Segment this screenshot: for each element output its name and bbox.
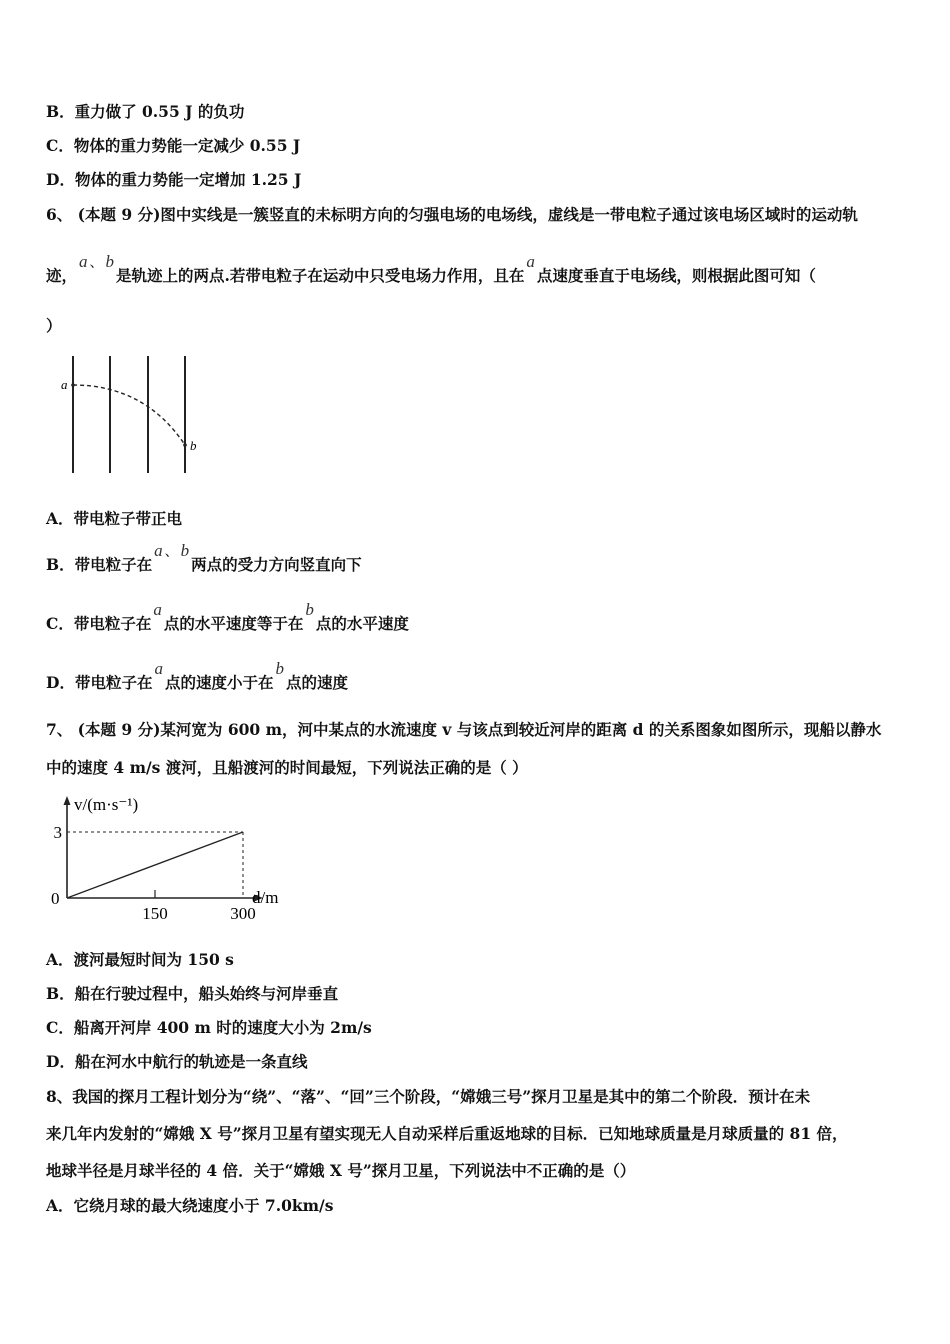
x-tick-label: 150: [142, 904, 168, 923]
q6-text: 点的速度小于在: [164, 673, 274, 692]
q7-option-b: B．船在行驶过程中，船头始终与河岸垂直: [46, 984, 339, 1003]
symbol-a: a: [79, 252, 88, 271]
symbol-b: b: [105, 252, 115, 271]
q8-option-a: A．它绕月球的最大绕速度小于 7.0km/s: [46, 1196, 334, 1215]
symbol-b: b: [305, 600, 314, 619]
symbol-a: a: [154, 541, 163, 560]
velocity-distance-chart: [45, 790, 295, 928]
q6-text: 点的水平速度等于在: [163, 614, 304, 633]
symbol-separator: 、: [164, 544, 179, 560]
q7-stem-line2: 中的速度 4 m/s 渡河，且船渡河的时间最短，下列说法正确的是（ ）: [46, 758, 528, 777]
q6-stem-line2: [46, 252, 816, 287]
y-tick-label: 3: [53, 823, 62, 842]
q6-option-d: [46, 659, 348, 693]
q5-option-d: D．物体的重力势能一定增加 1.25 J: [46, 170, 302, 189]
x-axis-label: d/m: [252, 888, 279, 907]
label-b: b: [190, 438, 197, 453]
q6-text: 点速度垂直于电场线，则根据此图可知（: [536, 266, 816, 285]
q6-option-b: [46, 541, 362, 576]
point-a: [71, 383, 75, 387]
symbol-b: b: [275, 659, 284, 678]
q7-stem-line1: 7、 (本题 9 分)某河宽为 600 m，河中某点的水流速度 v 与该点到较近河岸的距离 d 的关系图象如图所示，现船以静水: [46, 720, 882, 739]
q6-text: D．带电粒子在: [46, 673, 153, 692]
q6-option-a: A．带电粒子带正电: [46, 509, 183, 528]
q6-text: 点的水平速度: [315, 614, 409, 633]
q6-text: 迹，: [46, 266, 78, 285]
q5-option-c: C．物体的重力势能一定减少 0.55 J: [46, 136, 301, 155]
y-axis-arrow: [64, 796, 71, 805]
series-line: [67, 832, 243, 898]
q7-option-d: D．船在河水中航行的轨迹是一条直线: [46, 1052, 308, 1071]
origin-label: 0: [51, 889, 60, 908]
q6-option-c: [46, 600, 409, 634]
electric-field-figure: [55, 348, 215, 478]
y-axis-label: v/(m·s⁻¹): [74, 795, 139, 814]
trajectory-dashed: [73, 385, 185, 445]
symbol-a: a: [153, 600, 162, 619]
q6-text: 两点的受力方向竖直向下: [191, 555, 362, 574]
symbol-a: a: [526, 252, 535, 271]
q6-stem-line3: ）: [46, 316, 62, 335]
q7-option-c: C．船离开河岸 400 m 时的速度大小为 2m/s: [46, 1018, 372, 1037]
q7-option-a: A．渡河最短时间为 150 s: [46, 950, 234, 969]
q6-text: 点的速度: [285, 673, 348, 692]
point-b: [183, 443, 187, 447]
q6-text: 是轨迹上的两点.若带电粒子在运动中只受电场力作用，且在: [116, 266, 525, 285]
q5-option-b: B．重力做了 0.55 J 的负功: [46, 102, 245, 121]
q6-text: B．带电粒子在: [46, 555, 153, 574]
x-tick-label: 300: [230, 904, 256, 923]
q6-text: C．带电粒子在: [46, 614, 152, 633]
symbol-separator: 、: [89, 255, 104, 271]
q6-stem-line1: 6、 (本题 9 分)图中实线是一簇竖直的未标明方向的匀强电场的电场线，虚线是一带电粒子通过该电场区域时的运动轨: [46, 205, 858, 224]
symbol-b: b: [180, 541, 190, 560]
q8-stem-line2: 来几年内发射的“嫦娥 X 号”探月卫星有望实现无人自动采样后重返地球的目标．已知地球质量是月球质量的 81 倍，: [46, 1124, 848, 1143]
label-a: a: [61, 377, 68, 392]
symbol-a: a: [154, 659, 163, 678]
q8-stem-line3: 地球半径是月球半径的 4 倍．关于“嫦娥 X 号”探月卫星，下列说法中不正确的是（）: [46, 1161, 636, 1180]
q8-stem-line1: 8、我国的探月工程计划分为“绕”、“落”、“回”三个阶段，“嫦娥三号”探月卫星是其中的第二个阶段．预计在未: [46, 1087, 811, 1106]
